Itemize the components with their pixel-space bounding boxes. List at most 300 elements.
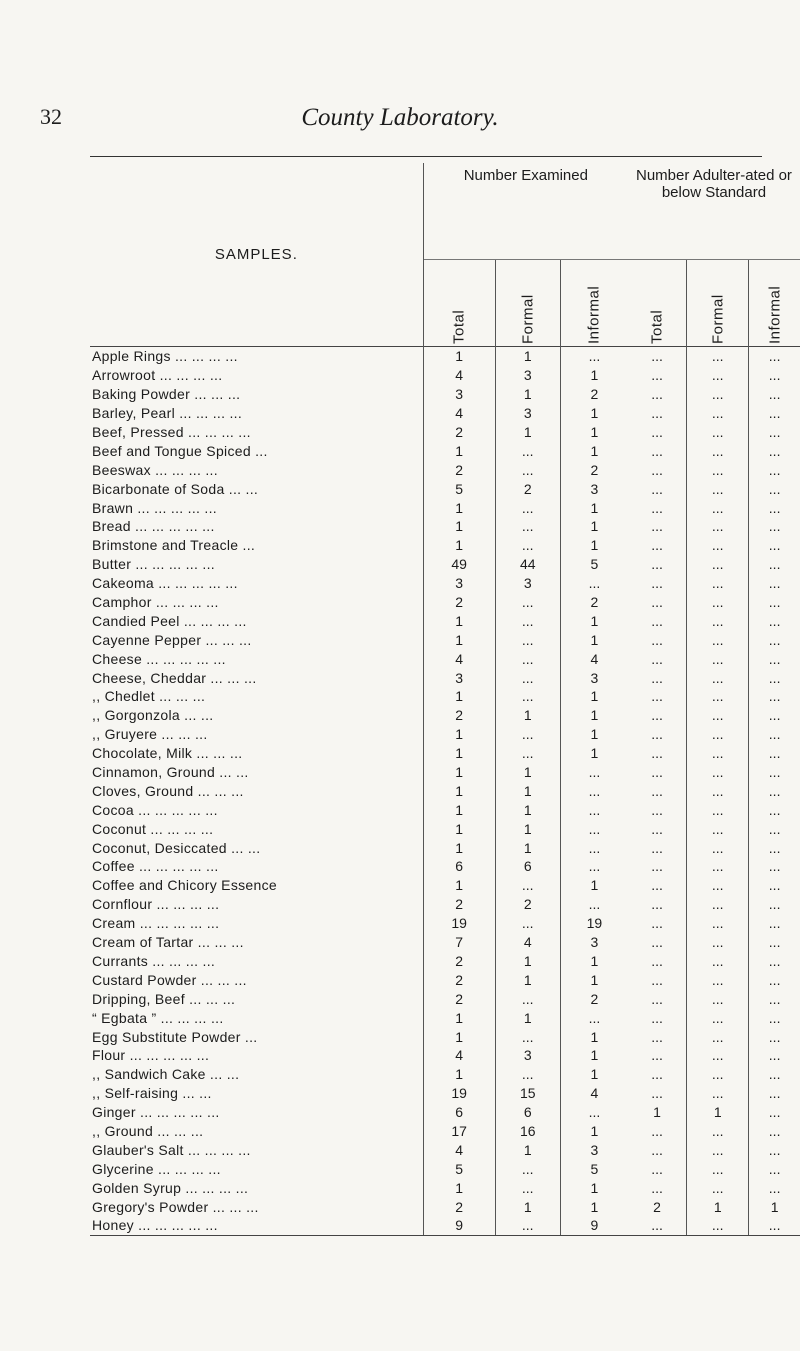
count-cell: ... <box>687 1159 749 1178</box>
count-cell: ... <box>651 896 663 913</box>
count-cell: ... <box>651 971 663 988</box>
count-cell: ... <box>749 1084 800 1103</box>
sample-name: Beef, Pressed ... ... ... ... <box>92 424 251 440</box>
count-cell: ... <box>560 763 628 782</box>
table-row <box>90 744 800 763</box>
count-cell: 5 <box>560 555 628 574</box>
sample-name: ,, Self-raising ... ... <box>92 1085 212 1102</box>
count-cell: 1 <box>423 498 495 517</box>
sample-name: Bicarbonate of Soda ... ... <box>92 480 259 497</box>
count-cell: ... <box>687 1178 749 1197</box>
count-cell: ... <box>560 857 628 876</box>
count-cell: 9 <box>423 1216 495 1235</box>
count-cell: ... <box>687 744 749 763</box>
sample-name: Golden Syrup ... ... ... ... <box>92 1179 249 1196</box>
count-cell: ... <box>749 1122 800 1141</box>
count-cell: ... <box>687 1216 749 1235</box>
table-row <box>90 1027 800 1046</box>
count-cell: ... <box>687 668 749 687</box>
count-cell: ... <box>651 1028 663 1045</box>
count-cell: ... <box>687 423 749 442</box>
count-cell: 4 <box>423 366 495 385</box>
count-cell: ... <box>749 1027 800 1046</box>
count-cell: 1 <box>423 876 495 895</box>
count-cell: 1 <box>423 1065 495 1084</box>
count-cell: ... <box>651 480 663 497</box>
table-row <box>90 423 800 442</box>
count-cell: 1 <box>495 423 560 442</box>
count-cell: 2 <box>423 970 495 989</box>
count-cell: 1 <box>560 423 628 442</box>
count-cell: ... <box>651 839 663 856</box>
page-header <box>40 104 760 144</box>
count-cell: ... <box>687 1065 749 1084</box>
count-cell: ... <box>560 800 628 819</box>
count-cell: 1 <box>560 687 628 706</box>
page-title: County Laboratory. <box>301 104 499 131</box>
count-cell: ... <box>495 630 560 649</box>
table-row <box>90 611 800 630</box>
table-row <box>90 630 800 649</box>
count-cell: 3 <box>560 1140 628 1159</box>
count-cell: ... <box>687 517 749 536</box>
count-cell: ... <box>749 404 800 423</box>
sample-name: Bread ... ... ... ... ... <box>92 518 215 535</box>
subheader-label: Informal <box>766 285 784 344</box>
table-row <box>90 536 800 555</box>
table-row <box>90 1197 800 1216</box>
count-cell: ... <box>749 1216 800 1235</box>
sample-name: Honey ... ... ... ... ... <box>90 1216 423 1235</box>
count-cell: ... <box>687 933 749 952</box>
count-cell: ... <box>687 838 749 857</box>
count-cell: 1 <box>560 1027 628 1046</box>
count-cell: ... <box>749 952 800 971</box>
sample-name: Beeswax ... ... ... ... <box>92 461 218 478</box>
count-cell: ... <box>687 687 749 706</box>
sample-name: Cheese ... ... ... ... ... <box>92 650 226 667</box>
count-cell: ... <box>687 706 749 725</box>
count-cell: ... <box>651 1141 663 1158</box>
table-row <box>90 347 800 366</box>
count-cell: 1 <box>560 517 628 536</box>
sample-name: “ Egbata ” ... ... ... ... <box>92 1009 224 1026</box>
count-cell: 5 <box>560 1159 628 1178</box>
count-cell: 1 <box>560 1046 628 1065</box>
count-cell: ... <box>651 801 663 818</box>
sample-name: Coffee ... ... ... ... ... <box>92 858 219 875</box>
count-cell: ... <box>651 1047 663 1064</box>
sample-name: Cinnamon, Ground ... ... <box>92 764 249 781</box>
sample-name: Cheese, Cheddar ... ... ... <box>92 669 257 686</box>
count-cell: ... <box>651 726 663 743</box>
subheader-total-adulterated <box>628 260 687 347</box>
count-cell: 1 <box>560 706 628 725</box>
count-cell: 1 <box>653 1104 661 1121</box>
count-cell: ... <box>495 536 560 555</box>
count-cell: 2 <box>495 479 560 498</box>
count-cell: ... <box>749 1046 800 1065</box>
count-cell: 19 <box>423 1084 495 1103</box>
count-cell: ... <box>560 819 628 838</box>
count-cell: 1 <box>495 347 560 366</box>
count-cell: 2 <box>423 989 495 1008</box>
count-cell: ... <box>651 707 663 724</box>
count-cell: ... <box>495 1216 560 1235</box>
count-cell: ... <box>749 1140 800 1159</box>
count-cell: ... <box>749 895 800 914</box>
count-cell: 2 <box>423 1197 495 1216</box>
examined-header: Number Examined <box>423 163 628 260</box>
count-cell: ... <box>687 1046 749 1065</box>
count-cell: 3 <box>560 933 628 952</box>
sample-name: Cream ... ... ... ... ... <box>92 915 220 932</box>
count-cell: ... <box>651 915 663 932</box>
count-cell: ... <box>687 895 749 914</box>
table-row <box>90 668 800 687</box>
count-cell: ... <box>651 858 663 875</box>
sample-name: Coconut ... ... ... ... <box>92 820 214 837</box>
count-cell: ... <box>687 498 749 517</box>
table-row <box>90 725 800 744</box>
count-cell: ... <box>749 933 800 952</box>
table-row <box>90 460 800 479</box>
sample-name: Candied Peel ... ... ... ... <box>92 612 247 629</box>
count-cell: 1 <box>560 1178 628 1197</box>
count-cell: 1 <box>560 744 628 763</box>
count-cell: ... <box>651 518 663 535</box>
adulterated-header: Number Adulter-ated or below Standard <box>636 167 792 201</box>
top-rule <box>90 156 762 157</box>
count-cell: 1 <box>495 819 560 838</box>
sample-name: Custard Powder ... ... ... <box>92 971 247 988</box>
subheader-informal-examined <box>560 260 628 347</box>
count-cell: ... <box>687 347 749 366</box>
count-cell: 1 <box>560 970 628 989</box>
count-cell: 2 <box>560 989 628 1008</box>
table-row <box>90 1122 800 1141</box>
count-cell: 1 <box>423 1027 495 1046</box>
table-row <box>90 385 800 404</box>
count-cell: 2 <box>653 1198 661 1215</box>
count-cell: 1 <box>495 385 560 404</box>
table-row <box>90 1159 800 1178</box>
count-cell: 2 <box>423 460 495 479</box>
count-cell: ... <box>749 593 800 612</box>
sample-name: Chocolate, Milk ... ... ... <box>92 745 243 762</box>
count-cell: ... <box>749 347 800 366</box>
count-cell: ... <box>651 386 663 403</box>
count-cell: ... <box>651 461 663 478</box>
count-cell: ... <box>687 366 749 385</box>
count-cell: ... <box>651 1009 663 1026</box>
count-cell: ... <box>749 668 800 687</box>
table-row <box>90 593 800 612</box>
count-cell: ... <box>560 838 628 857</box>
count-cell: ... <box>651 1085 663 1102</box>
count-cell: 1 <box>560 366 628 385</box>
table-row <box>90 1046 800 1065</box>
count-cell: ... <box>651 556 663 573</box>
count-cell: ... <box>687 611 749 630</box>
count-cell: ... <box>687 1084 749 1103</box>
count-cell: 5 <box>423 479 495 498</box>
count-cell: ... <box>749 876 800 895</box>
count-cell: ... <box>749 857 800 876</box>
table-row <box>90 1178 800 1197</box>
count-cell: 49 <box>423 555 495 574</box>
count-cell: ... <box>687 989 749 1008</box>
count-cell: 16 <box>495 1122 560 1141</box>
sample-name: Apple Rings ... ... ... ... <box>90 347 423 366</box>
sample-name: Camphor ... ... ... ... <box>92 594 219 611</box>
count-cell: 3 <box>423 668 495 687</box>
sample-name: Glycerine ... ... ... ... <box>92 1160 221 1177</box>
count-cell: ... <box>749 498 800 517</box>
table-row <box>90 366 800 385</box>
count-cell: ... <box>560 895 628 914</box>
sample-name: Baking Powder ... ... ... <box>92 386 241 403</box>
count-cell: 2 <box>423 423 495 442</box>
count-cell: ... <box>651 537 663 554</box>
count-cell: 2 <box>423 593 495 612</box>
count-cell: ... <box>495 441 560 460</box>
count-cell: ... <box>687 1140 749 1159</box>
count-cell: ... <box>651 820 663 837</box>
count-cell: ... <box>495 649 560 668</box>
count-cell: 4 <box>423 1140 495 1159</box>
sample-name: Butter ... ... ... ... ... <box>92 556 215 573</box>
count-cell: 1 <box>560 876 628 895</box>
count-cell: ... <box>495 989 560 1008</box>
sample-name: Cakeoma ... ... ... ... ... <box>92 575 238 592</box>
count-cell: 1 <box>495 1140 560 1159</box>
table-row <box>90 1216 800 1235</box>
count-cell: 2 <box>495 895 560 914</box>
count-cell: ... <box>749 649 800 668</box>
count-cell: 1 <box>560 611 628 630</box>
count-cell: ... <box>651 745 663 762</box>
count-cell: 1 <box>423 744 495 763</box>
subheader-formal-adulterated <box>687 260 749 347</box>
sample-name: Arrowroot ... ... ... ... <box>92 367 223 384</box>
count-cell: ... <box>651 1179 663 1196</box>
count-cell: 4 <box>423 1046 495 1065</box>
sample-name: Dripping, Beef ... ... ... <box>92 990 236 1007</box>
table-row <box>90 1084 800 1103</box>
count-cell: ... <box>687 800 749 819</box>
count-cell: 1 <box>423 1008 495 1027</box>
count-cell: ... <box>749 687 800 706</box>
count-cell: ... <box>495 611 560 630</box>
table-row <box>90 1140 800 1159</box>
count-cell: ... <box>651 442 663 459</box>
samples-header: SAMPLES. <box>214 246 298 263</box>
count-cell: ... <box>749 441 800 460</box>
sample-name: Brimstone and Treacle ... <box>92 537 256 554</box>
count-cell: ... <box>749 460 800 479</box>
count-cell: 17 <box>423 1122 495 1141</box>
count-cell: 1 <box>423 781 495 800</box>
count-cell: ... <box>560 347 628 366</box>
count-cell: ... <box>687 725 749 744</box>
count-cell: ... <box>687 441 749 460</box>
subheader-label: Formal <box>709 294 727 344</box>
count-cell: ... <box>749 479 800 498</box>
count-cell: ... <box>687 460 749 479</box>
count-cell: 1 <box>423 838 495 857</box>
sample-name: Cloves, Ground ... ... ... <box>92 782 244 799</box>
count-cell: ... <box>651 499 663 516</box>
count-cell: ... <box>560 781 628 800</box>
sample-name: Flour ... ... ... ... ... <box>92 1047 210 1064</box>
count-cell: 1 <box>560 536 628 555</box>
subheader-label: Total <box>450 309 468 344</box>
count-cell: ... <box>495 668 560 687</box>
table-row <box>90 763 800 782</box>
count-cell: 44 <box>495 555 560 574</box>
sample-name: Gregory's Powder ... ... ... <box>92 1198 259 1215</box>
count-cell: ... <box>749 1159 800 1178</box>
table-row <box>90 781 800 800</box>
table-row <box>90 970 800 989</box>
count-cell: ... <box>651 612 663 629</box>
count-cell: ... <box>687 593 749 612</box>
count-cell: 1 <box>423 687 495 706</box>
count-cell: 19 <box>560 914 628 933</box>
count-cell: ... <box>687 1122 749 1141</box>
count-cell: ... <box>495 1027 560 1046</box>
count-cell: ... <box>749 366 800 385</box>
count-cell: 3 <box>560 668 628 687</box>
count-cell: ... <box>651 952 663 969</box>
count-cell: 1 <box>495 800 560 819</box>
count-cell: ... <box>749 555 800 574</box>
sample-name: ,, Ground ... ... ... <box>92 1122 204 1139</box>
table-row <box>90 404 800 423</box>
count-cell: ... <box>651 934 663 951</box>
count-cell: ... <box>749 838 800 857</box>
count-cell: 4 <box>423 649 495 668</box>
count-cell: ... <box>651 1122 663 1139</box>
count-cell: ... <box>687 1008 749 1027</box>
count-cell: 1 <box>560 630 628 649</box>
count-cell: ... <box>495 744 560 763</box>
subheader-total-examined <box>423 260 495 347</box>
count-cell: 1 <box>495 781 560 800</box>
table-row <box>90 800 800 819</box>
subheader-label: Informal <box>585 285 603 344</box>
count-cell: ... <box>687 819 749 838</box>
count-cell: 1 <box>495 970 560 989</box>
count-cell: ... <box>495 460 560 479</box>
count-cell: ... <box>651 764 663 781</box>
subheader-label: Formal <box>519 294 537 344</box>
count-cell: ... <box>495 1178 560 1197</box>
table-row <box>90 857 800 876</box>
count-cell: 3 <box>495 404 560 423</box>
count-cell: 3 <box>423 385 495 404</box>
subheader-informal-adulterated <box>749 260 800 347</box>
count-cell: ... <box>749 611 800 630</box>
table-row <box>90 574 800 593</box>
count-cell: 2 <box>423 895 495 914</box>
count-cell: 6 <box>495 857 560 876</box>
count-cell: ... <box>651 1066 663 1083</box>
table-row <box>90 819 800 838</box>
count-cell: 1 <box>495 838 560 857</box>
count-cell: 5 <box>423 1159 495 1178</box>
count-cell: ... <box>749 989 800 1008</box>
subheader-formal-examined <box>495 260 560 347</box>
count-cell: 7 <box>423 933 495 952</box>
count-cell: ... <box>495 687 560 706</box>
count-cell: 1 <box>495 706 560 725</box>
count-cell: 1 <box>423 611 495 630</box>
count-cell: ... <box>687 952 749 971</box>
count-cell: 4 <box>495 933 560 952</box>
count-cell: 1 <box>749 1197 800 1216</box>
count-cell: ... <box>560 1008 628 1027</box>
count-cell: ... <box>687 781 749 800</box>
count-cell: 1 <box>423 800 495 819</box>
count-cell: 2 <box>560 385 628 404</box>
count-cell: ... <box>651 688 663 705</box>
count-cell: ... <box>628 1216 687 1235</box>
sample-name: Cocoa ... ... ... ... ... <box>92 801 218 818</box>
table-row <box>90 933 800 952</box>
count-cell: ... <box>749 517 800 536</box>
table-row <box>90 914 800 933</box>
count-cell: 1 <box>560 1122 628 1141</box>
count-cell: ... <box>687 536 749 555</box>
count-cell: 1 <box>560 1197 628 1216</box>
sample-name: Cornflour ... ... ... ... <box>92 896 220 913</box>
table-row <box>90 1008 800 1027</box>
table-row <box>90 895 800 914</box>
table-row <box>90 441 800 460</box>
count-cell: ... <box>651 990 663 1007</box>
count-cell: ... <box>749 1008 800 1027</box>
sample-name: Egg Substitute Powder ... <box>92 1028 258 1045</box>
count-cell: 1 <box>423 517 495 536</box>
count-cell: ... <box>749 819 800 838</box>
count-cell: ... <box>628 347 687 366</box>
count-cell: ... <box>749 423 800 442</box>
count-cell: ... <box>749 536 800 555</box>
count-cell: ... <box>687 574 749 593</box>
count-cell: 1 <box>560 1065 628 1084</box>
count-cell: ... <box>495 1159 560 1178</box>
count-cell: ... <box>651 367 663 384</box>
count-cell: ... <box>495 876 560 895</box>
count-cell: ... <box>560 1103 628 1122</box>
count-cell: ... <box>560 574 628 593</box>
count-cell: ... <box>651 631 663 648</box>
samples-table <box>90 163 800 1236</box>
count-cell: 1 <box>423 763 495 782</box>
count-cell: ... <box>687 1027 749 1046</box>
table-row <box>90 555 800 574</box>
table-row <box>90 989 800 1008</box>
count-cell: ... <box>749 763 800 782</box>
count-cell: ... <box>749 970 800 989</box>
sample-name: ,, Chedlet ... ... ... <box>92 688 206 705</box>
table-row <box>90 687 800 706</box>
count-cell: ... <box>749 1178 800 1197</box>
count-cell: 1 <box>560 441 628 460</box>
sample-name: Currants ... ... ... ... <box>92 952 216 969</box>
